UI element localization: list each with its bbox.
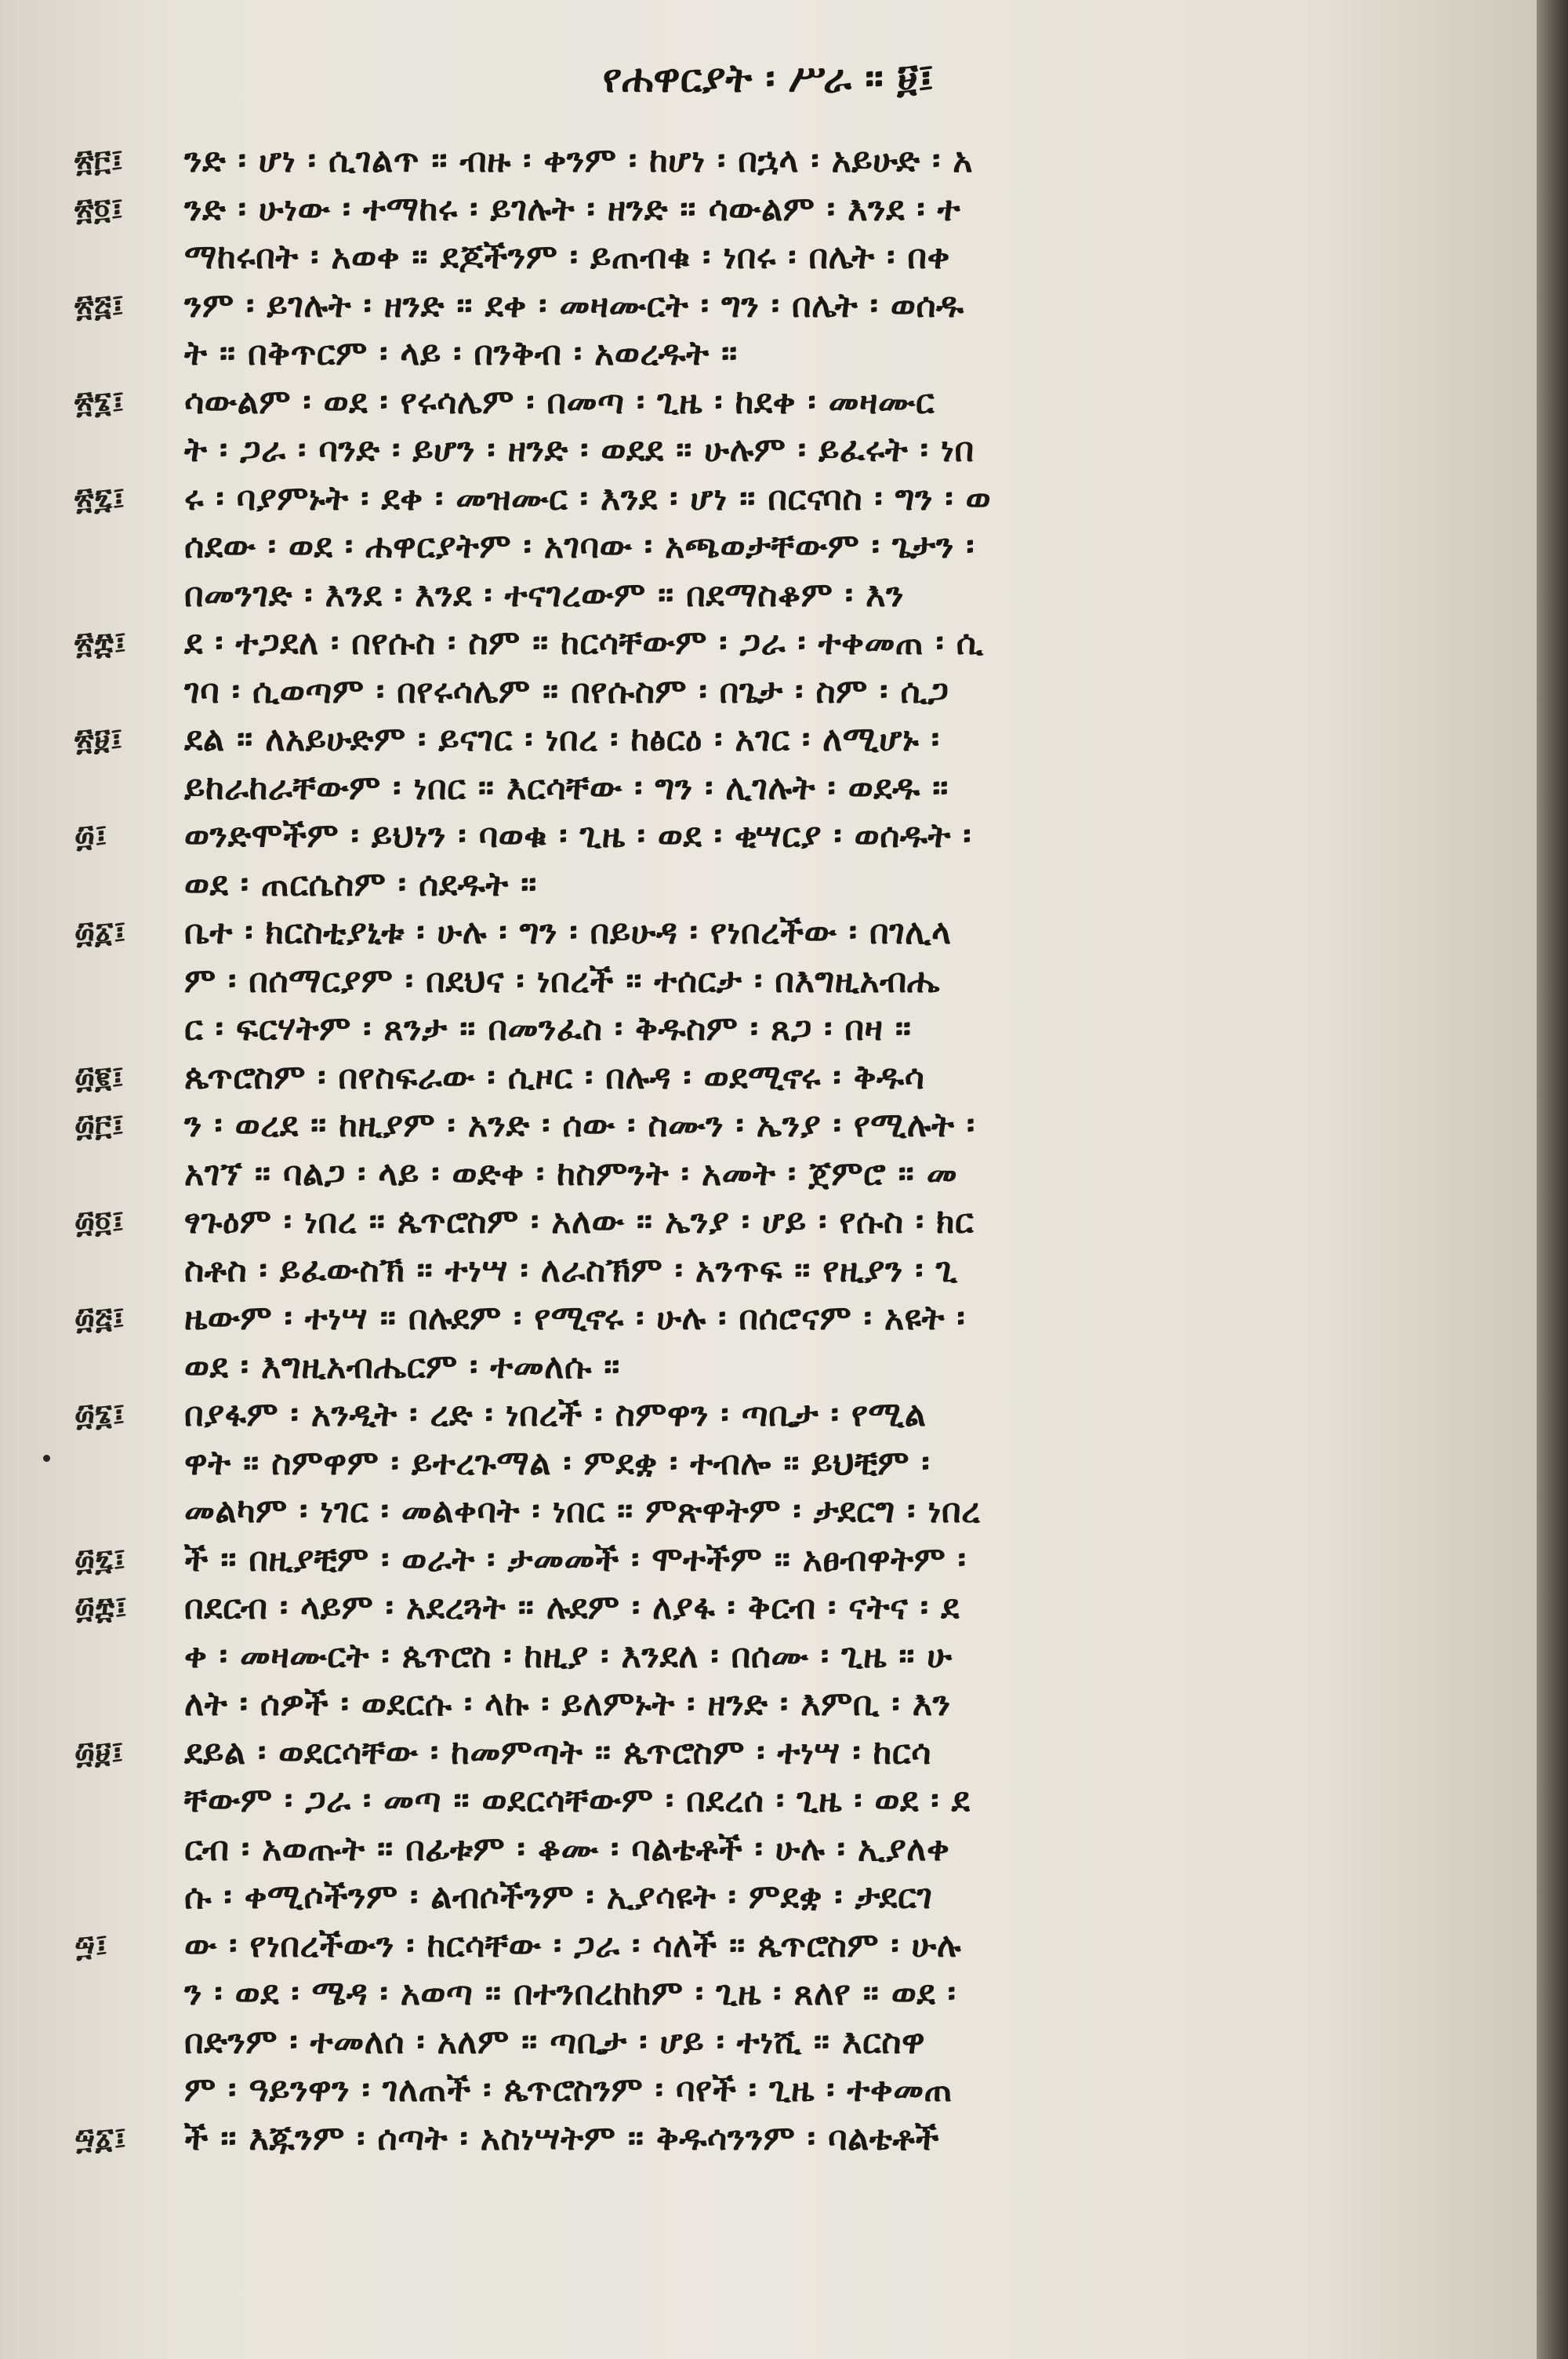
text-line	[74, 2115, 1384, 2164]
verse-number: ፴፪፤	[74, 1060, 125, 1095]
text-line	[74, 1247, 1384, 1296]
line-text: ንድ ፡ ሆነ ፡ ሲገልጥ ። ብዙ ፡ ቀንም ፡ ከሆነ ፡ በኋላ ፡ አይሁድ ፡ አ	[184, 141, 973, 180]
text-line	[74, 1488, 1384, 1536]
text-line	[74, 572, 1384, 620]
text-line	[74, 1005, 1384, 1054]
text-line	[74, 475, 1384, 524]
line-text: መልካም ፡ ነገር ፡ መልቀባት ፡ ነበር ። ምጽዋትም ፡ ታደርግ ፡ ነበረ	[184, 1492, 981, 1531]
verse-number: ፴፮፤	[74, 1398, 125, 1432]
scripture-text	[74, 137, 1384, 2163]
line-text: በድንም ፡ ተመለሰ ፡ አለም ። ጣቢታ ፡ ሆይ ፡ ተነሺ ። እርስዋ	[184, 2022, 926, 2062]
text-line	[74, 379, 1384, 427]
verse-number: ፴፫፤	[74, 1108, 125, 1143]
line-text: ሰደው ፡ ወደ ፡ ሐዋርያትም ፡ አገባው ፡ አጫወታቸውም ፡ ጌታን ፡	[184, 527, 975, 566]
line-text: ዋት ። ስምዋም ፡ ይተረጉማል ፡ ምደቋ ፡ ተብሎ ። ይህቺም ፡	[184, 1443, 931, 1483]
line-text: በያፋም ፡ አንዲት ፡ ረድ ፡ ነበረች ፡ ስምዋን ፡ ጣቢታ ፡ የሚል	[184, 1395, 927, 1434]
margin-dot	[43, 1455, 50, 1462]
line-text: ቤተ ፡ ክርስቲያኒቱ ፡ ሁሉ ፡ ግን ፡ በይሁዳ ፡ የነበረችው ፡ በገሊላ	[184, 913, 952, 952]
text-line	[74, 620, 1384, 668]
text-line	[74, 1343, 1384, 1392]
text-line	[74, 765, 1384, 813]
text-line	[74, 861, 1384, 910]
text-line	[74, 1295, 1384, 1343]
verse-number: ፳፫፤	[74, 144, 124, 178]
line-text: ለት ፡ ሰዎች ፡ ወደርሱ ፡ ላኩ ፡ ይለምኑት ፡ ዘንድ ፡ እምቢ ፡ እን	[184, 1685, 951, 1724]
line-text: ማከሩበት ፡ አወቀ ። ደጆችንም ፡ ይጠብቁ ፡ ነበሩ ፡ በሌት ፡ በቀ	[184, 238, 950, 277]
verse-number: ፴፰፤	[74, 1590, 128, 1625]
text-line	[74, 2019, 1384, 2067]
verse-number: ፴፯፤	[74, 1542, 126, 1577]
running-header: የሐዋርያት ፡ ሥራ ። ፱፤	[602, 56, 935, 101]
line-text: ዜውም ፡ ተነሣ ። በሉደም ፡ የሚኖሩ ፡ ሁሉ ፡ በሰሮናም ፡ አዩት ፡	[184, 1299, 966, 1338]
line-text: ት ። በቅጥርም ፡ ላይ ፡ በንቅብ ፡ አወረዱት ።	[184, 334, 738, 373]
text-line	[74, 2066, 1384, 2115]
line-text: ስቶስ ፡ ይፈውስኽ ። ተነሣ ፡ ለራስኽም ፡ አንጥፍ ። የዚያን ፡ ጊ	[184, 1250, 958, 1290]
text-line	[74, 282, 1384, 331]
verse-number: ፳፯፤	[74, 481, 125, 516]
text-line	[74, 1681, 1384, 1729]
line-text: ን ፡ ወረደ ። ከዚያም ፡ አንድ ፡ ሰው ፡ ስሙን ፡ ኤንያ ፡ የሚሉት ፡	[184, 1106, 975, 1145]
text-line	[74, 1440, 1384, 1488]
line-text: ሱ ፡ ቀሚሶችንም ፡ ልብሶችንም ፡ ኢያሳዩት ፡ ምደቋ ፡ ታደርገ	[184, 1877, 933, 1917]
text-line	[74, 1536, 1384, 1585]
line-text: በደርብ ፡ ላይም ፡ አደረጓት ። ሉደም ፡ ለያፋ ፡ ቅርብ ፡ ናትና ፡ ደ	[184, 1588, 960, 1627]
verse-number: ፴፭፤	[74, 1301, 125, 1336]
text-line	[74, 1102, 1384, 1150]
text-line	[74, 1777, 1384, 1826]
line-text: ት ፡ ጋራ ፡ ባንድ ፡ ይሆን ፡ ዘንድ ፡ ወደደ ። ሁሉም ፡ ይፈሩት ፡ ነበ	[184, 431, 975, 470]
line-text: በመንገድ ፡ እንደ ፡ እንደ ፡ ተናገረውም ። በደማስቆም ፡ እን	[184, 575, 905, 615]
line-text: ቸውም ፡ ጋራ ፡ መጣ ። ወደርሳቸውም ፡ በደረሰ ፡ ጊዜ ፡ ወደ ፡ ደ	[184, 1781, 971, 1820]
line-text: ም ፡ በሰማርያም ፡ በደህና ፡ ነበረች ። ተሰርታ ፡ በእግዚአብሔ	[184, 961, 941, 1001]
text-line	[74, 1054, 1384, 1103]
verse-number: ፴፩፤	[74, 915, 127, 950]
line-text: ም ፡ ዓይንዋን ፡ ገለጠች ፡ ጴጥሮስንም ፡ ባየች ፡ ጊዜ ፡ ተቀመጠ	[184, 2070, 953, 2110]
line-text: ች ። እጁንም ፡ ሰጣት ፡ አስነሣትም ። ቅዱሳንንም ፡ ባልቴቶች	[184, 2118, 940, 2158]
text-line	[74, 1633, 1384, 1681]
line-text: አገኘ ። ባልጋ ፡ ላይ ፡ ወድቀ ፡ ከስምንት ፡ አመት ፡ ጀምሮ ። መ	[184, 1154, 958, 1194]
text-line	[74, 427, 1384, 475]
line-text: ች ። በዚያቺም ፡ ወራት ፡ ታመመች ፡ ሞተችም ። አፀብዋትም ፡	[184, 1539, 967, 1579]
verse-number: ፳፬፤	[74, 191, 124, 227]
line-text: ይከራከራቸውም ፡ ነበር ። እርሳቸው ፡ ግን ፡ ሊገሉት ፡ ወደዱ ።	[184, 768, 949, 808]
verse-number: ፳፭፤	[74, 288, 125, 323]
text-line	[74, 668, 1384, 717]
text-line	[74, 1970, 1384, 2019]
line-text: ገባ ፡ ሲወጣም ፡ በየሩሳሌም ። በየሱስም ፡ በጌታ ፡ ስም ፡ ሲጋ	[184, 671, 949, 711]
verse-number: ፳፱፤	[74, 722, 123, 757]
line-text: ደ ፡ ተጋደለ ፡ በየሱስ ፡ ስም ። ከርሳቸውም ፡ ጋራ ፡ ተቀመጠ ፡ ሲ	[184, 623, 984, 663]
verse-number: ፵፩፤	[74, 2121, 127, 2156]
line-text: ንድ ፡ ሁነው ፡ ተማከሩ ፡ ይገሉት ፡ ዘንድ ። ሳውልም ፡ እንደ ፡ ተ	[184, 189, 961, 229]
text-line	[74, 523, 1384, 572]
verse-number: ፵፤	[74, 1928, 108, 1963]
book-gutter	[1537, 0, 1568, 2359]
line-text: ፃጉዕም ፡ ነበረ ። ጴጥሮስም ፡ አለው ። ኤንያ ፡ ሆይ ፡ የሱስ ፡ ክር	[184, 1202, 975, 1241]
line-text: ጴጥሮስም ፡ በየስፍራው ፡ ሲዞር ፡ በሉዳ ፡ ወደሚኖሩ ፡ ቅዱሳ	[184, 1057, 925, 1097]
line-text: ወደ ፡ ጠርሴስም ፡ ሰደዱት ።	[184, 864, 537, 904]
line-text: ወንድሞችም ፡ ይህነን ፡ ባወቁ ፡ ጊዜ ፡ ወደ ፡ ቂሣርያ ፡ ወሰዱት ፡	[184, 816, 972, 856]
line-text: ሳውልም ፡ ወደ ፡ የሩሳሌም ፡ በመጣ ፡ ጊዜ ፡ ከደቀ ፡ መዛሙር	[184, 382, 935, 422]
text-line	[74, 330, 1384, 379]
text-line	[74, 812, 1384, 861]
line-text: ንም ፡ ይገሉት ፡ ዘንድ ። ደቀ ፡ መዛሙርት ፡ ግን ፡ በሌት ፡ ወሰዱ	[184, 285, 964, 325]
line-text: ደል ። ለአይሁድም ፡ ይናገር ፡ ነበረ ፡ ከፅርዕ ፡ አገር ፡ ለሚሆኑ ፡	[184, 720, 940, 759]
line-text: ወደ ፡ እግዚአብሔርም ፡ ተመለሱ ።	[184, 1347, 620, 1387]
line-text: ርብ ፡ አወጡት ። በፊቱም ፡ ቆሙ ፡ ባልቴቶች ፡ ሁሉ ፡ ኢያለቀ	[184, 1829, 950, 1869]
text-line	[74, 137, 1384, 186]
line-text: ው ፡ የነበረችውን ፡ ከርሳቸው ፡ ጋራ ፡ ሳለች ። ጴጥሮስም ፡ ሁሉ	[184, 1925, 962, 1965]
text-line	[74, 1150, 1384, 1199]
text-line	[74, 1874, 1384, 1922]
text-line	[74, 1826, 1384, 1874]
text-line	[74, 186, 1384, 234]
text-line	[74, 909, 1384, 958]
line-text: ቀ ፡ መዛሙርት ፡ ጴጥሮስ ፡ ከዚያ ፡ እንደለ ፡ በሰሙ ፡ ጊዜ ። ሁ	[184, 1636, 953, 1676]
text-line	[74, 1729, 1384, 1778]
text-line	[74, 1198, 1384, 1247]
line-text: ር ፡ ፍርሃትም ፡ ጸንታ ። በመንፈስ ፡ ቅዱስም ፡ ጸጋ ፡ በዛ ።	[184, 1009, 912, 1049]
text-line	[74, 1922, 1384, 1971]
verse-number: ፴፤	[74, 819, 108, 853]
line-text: ን ፡ ወደ ፡ ሜዳ ፡ አወጣ ። በተንበረከከም ፡ ጊዜ ፡ ጸለየ ። ወደ ፡	[184, 1974, 956, 2013]
verse-number: ፳፰፤	[74, 626, 127, 660]
verse-number: ፳፮፤	[74, 384, 125, 420]
verse-number: ፴፬፤	[74, 1205, 125, 1239]
text-line	[74, 1584, 1384, 1633]
line-text: ሩ ፡ ባያምኑት ፡ ደቀ ፡ መዝሙር ፡ እንደ ፡ ሆነ ። በርናባስ ፡ ግን ፡ ወ	[184, 478, 992, 518]
text-line	[74, 1391, 1384, 1440]
text-line	[74, 716, 1384, 765]
line-text: ደይል ፡ ወደርሳቸው ፡ ከመምጣት ። ጴጥሮስም ፡ ተነሣ ፡ ከርሳ	[184, 1732, 931, 1772]
text-line	[74, 234, 1384, 282]
verse-number: ፴፱፤	[74, 1735, 124, 1770]
text-line	[74, 958, 1384, 1006]
